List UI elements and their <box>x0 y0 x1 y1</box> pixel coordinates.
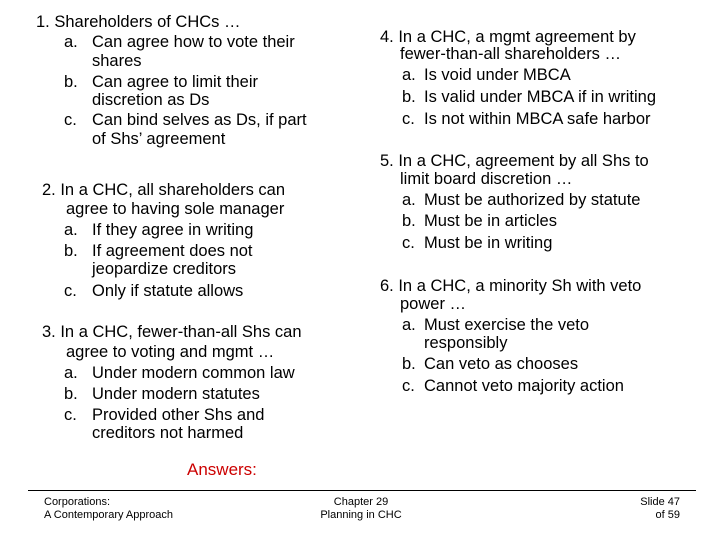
question-4-option-b-label: b. <box>402 88 416 106</box>
question-3-stem-cont: agree to voting and mgmt … <box>66 343 275 361</box>
question-6-option-c: Cannot veto majority action <box>424 377 624 395</box>
question-1-option-c-cont: of Shs’ agreement <box>92 130 226 148</box>
question-1-option-b-cont: discretion as Ds <box>92 91 210 109</box>
footer-left <box>44 496 173 522</box>
question-6-option-a-label: a. <box>402 316 416 334</box>
question-6-option-a-cont: responsibly <box>424 334 508 352</box>
question-3-option-b: Under modern statutes <box>92 385 260 403</box>
question-1-option-b-label: b. <box>64 73 78 91</box>
question-5-option-a-label: a. <box>402 191 416 209</box>
question-4-option-c: Is not within MBCA safe harbor <box>424 110 651 128</box>
question-6-option-b: Can veto as chooses <box>424 355 579 373</box>
question-4-option-a: Is void under MBCA <box>424 66 571 84</box>
footer-left-line-1: Corporations: <box>44 496 111 508</box>
question-4-stem-cont: fewer-than-all shareholders … <box>400 45 622 63</box>
question-4-option-c-label: c. <box>402 110 415 128</box>
footer-divider <box>28 490 696 491</box>
question-2-option-a: If they agree in writing <box>92 221 254 239</box>
question-3-option-c-label: c. <box>64 406 77 424</box>
question-1-stem: 1. Shareholders of CHCs … <box>36 13 241 31</box>
question-4-stem: 4. In a CHC, a mgmt agreement by <box>380 28 636 46</box>
question-2-option-c-label: c. <box>64 282 77 300</box>
question-3-option-a-label: a. <box>64 364 78 382</box>
question-1-option-b: Can agree to limit their <box>92 73 258 91</box>
question-3-stem: 3. In a CHC, fewer-than-all Shs can <box>42 323 302 341</box>
question-3-option-c-cont: creditors not harmed <box>92 424 244 442</box>
footer-center <box>305 496 417 522</box>
question-3-option-a: Under modern common law <box>92 364 295 382</box>
question-6-option-c-label: c. <box>402 377 415 395</box>
footer-center-line-2: Planning in CHC <box>320 509 402 521</box>
question-5-stem: 5. In a CHC, agreement by all Shs to <box>380 152 649 170</box>
question-1-option-c-label: c. <box>64 111 77 129</box>
footer-right <box>600 496 680 522</box>
question-6-option-b-label: b. <box>402 355 416 373</box>
question-5-option-b-label: b. <box>402 212 416 230</box>
question-2-option-b-label: b. <box>64 242 78 260</box>
question-5-option-b: Must be in articles <box>424 212 557 230</box>
question-5-option-c: Must be in writing <box>424 234 553 252</box>
question-1-option-a-label: a. <box>64 33 78 51</box>
question-3-option-b-label: b. <box>64 385 78 403</box>
answers-label: Answers: <box>187 460 257 479</box>
question-6-stem: 6. In a CHC, a minority Sh with veto <box>380 277 642 295</box>
question-4-option-a-label: a. <box>402 66 416 84</box>
question-2-option-c: Only if statute allows <box>92 282 244 300</box>
question-1-option-c: Can bind selves as Ds, if part <box>92 111 307 129</box>
footer-center-line-1: Chapter 29 <box>333 496 389 508</box>
question-2-stem: 2. In a CHC, all shareholders can <box>42 181 286 199</box>
question-6-option-a: Must exercise the veto <box>424 316 590 334</box>
question-5-option-c-label: c. <box>402 234 415 252</box>
question-2-option-b: If agreement does not <box>92 242 253 260</box>
question-5-option-a: Must be authorized by statute <box>424 191 641 209</box>
question-4-option-b: Is valid under MBCA if in writing <box>424 88 657 106</box>
footer-slide-number: Slide 47 <box>640 496 680 508</box>
question-1-option-a: Can agree how to vote their <box>92 33 295 51</box>
question-2-option-b-cont: jeopardize creditors <box>92 260 236 278</box>
question-6-stem-cont: power … <box>400 295 467 313</box>
question-2-stem-cont: agree to having sole manager <box>66 200 285 218</box>
question-2-option-a-label: a. <box>64 221 78 239</box>
footer-left-line-2: A Contemporary Approach <box>44 509 174 521</box>
question-1-option-a-cont: shares <box>92 52 142 70</box>
footer-slide-total: of 59 <box>655 509 680 521</box>
question-5-stem-cont: limit board discretion … <box>400 170 573 188</box>
question-3-option-c: Provided other Shs and <box>92 406 265 424</box>
